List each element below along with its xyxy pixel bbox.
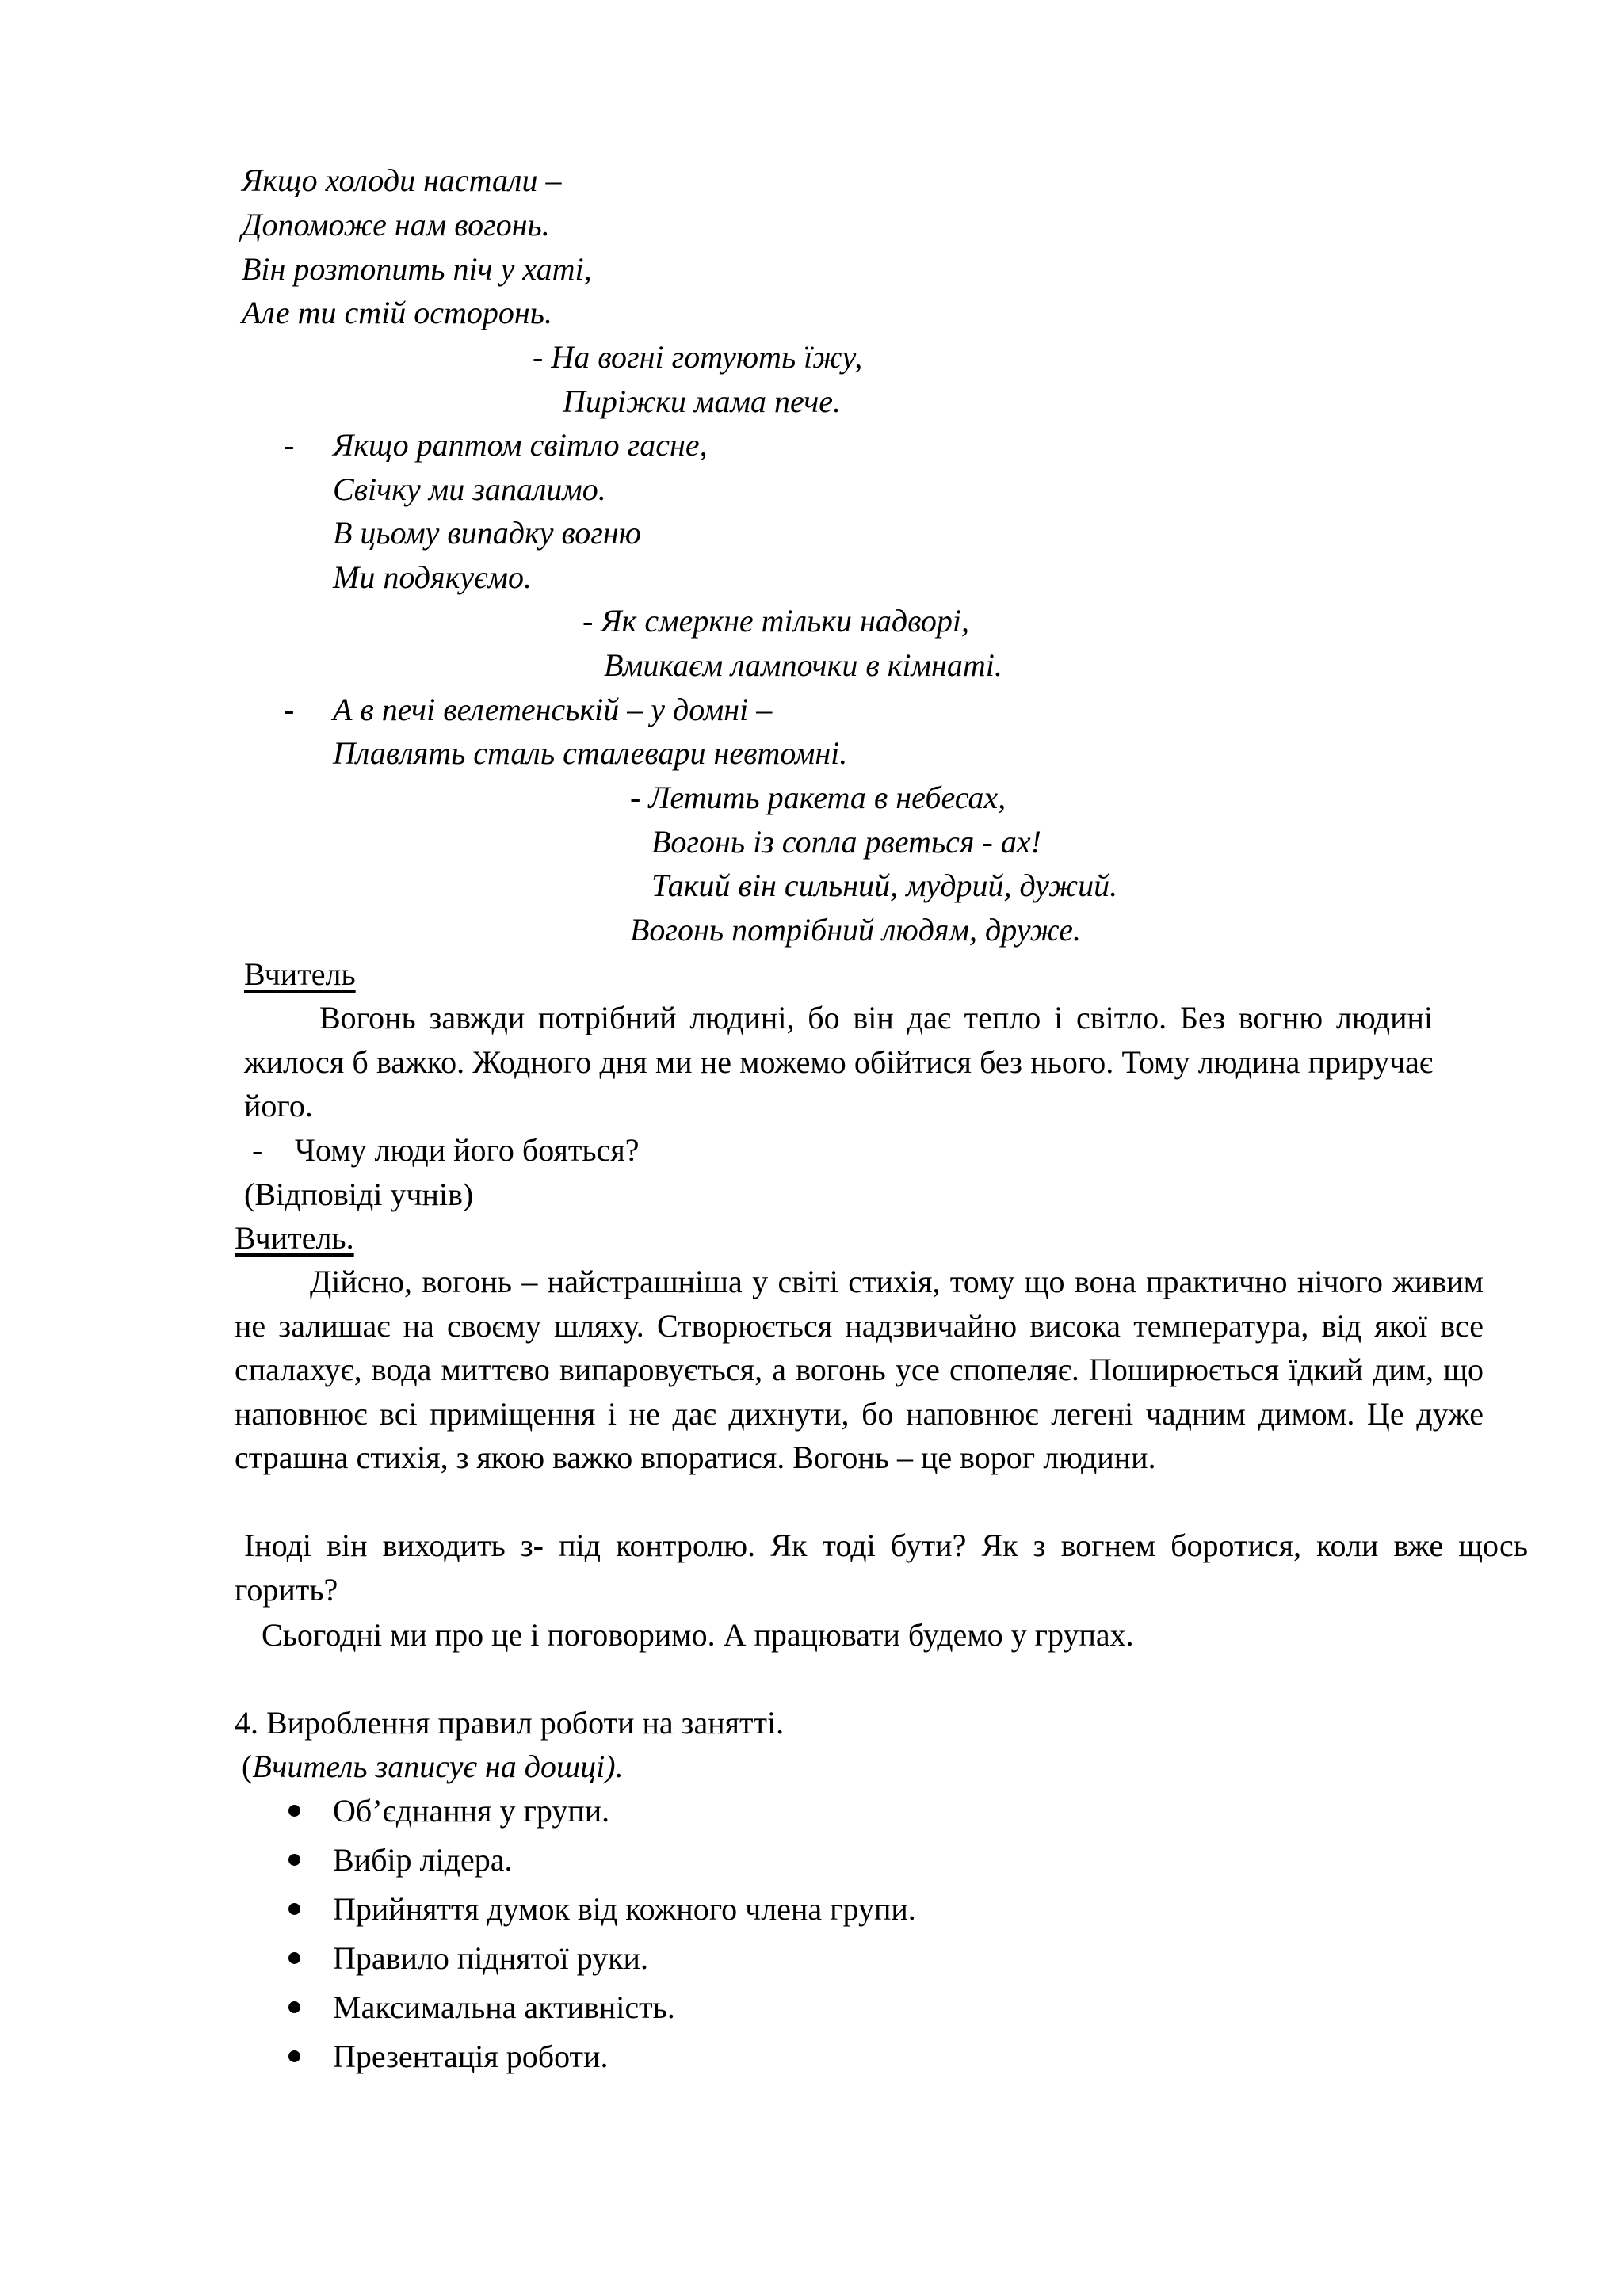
bullet-icon (288, 1952, 300, 1964)
poem-line: Він розтопить піч у хаті, (242, 251, 592, 287)
question-line: Чому люди його бояться? (295, 1132, 640, 1168)
list-item: Максимальна активність. (333, 1989, 675, 2025)
poem-line: Такий він сильний, мудрий, дужий. (651, 868, 1118, 903)
teacher-paragraph (235, 1260, 1484, 1480)
poem-line: Вмикаєм лампочки в кімнаті. (604, 647, 1002, 683)
poem-line: В цьому випадку вогню (333, 515, 641, 551)
poem-line: Якщо холоди настали – (242, 162, 562, 198)
paragraph-text: Вогонь завжди потрібний людині, бо він дає тепло і світло. Без вогню людині жилося б важко. Жодного дня ми не можемо обійтися без нього. Тому людина приручає його. (244, 1000, 1433, 1123)
dash-marker: - (284, 427, 295, 463)
poem-line: - Летить ракета в небесах, (630, 780, 1006, 815)
board-note (242, 1751, 624, 1783)
list-item: Презентація роботи. (333, 2039, 609, 2074)
poem-line: - Як смеркне тільки надворі, (582, 603, 970, 639)
bullet-icon (288, 1854, 300, 1866)
section-heading: 4. Вироблення правил роботи на занятті. (235, 1705, 785, 1741)
poem-line: Допоможе нам вогонь. (242, 207, 550, 242)
poem-line: Але ти стій осторонь. (242, 295, 552, 330)
speaker-label: Вчитель. (235, 1220, 354, 1256)
poem-line: Свічку ми запалимо. (333, 471, 606, 507)
bullet-icon (288, 1903, 300, 1915)
poem-line: Якщо раптом світло гасне, (333, 427, 708, 463)
dash-marker: - (252, 1132, 263, 1168)
bullet-icon (288, 1805, 300, 1817)
bullet-icon (288, 2001, 300, 2013)
list-item: Вибір лідера. (333, 1842, 513, 1878)
poem-line: Вогонь із сопла рветься - ах! (651, 824, 1041, 860)
speaker-label: Вчитель (244, 956, 356, 992)
list-item: Об’єднання у групи. (333, 1793, 610, 1829)
list-item: Прийняття думок від кожного члена групи. (333, 1891, 916, 1927)
poem-line: Плавлять сталь сталевари невтомні. (333, 735, 848, 771)
poem-line: А в печі велетенській – у домні – (333, 692, 773, 727)
poem-line: Вогонь потрібний людям, друже. (630, 912, 1081, 948)
poem-line: Пиріжки мама пече. (563, 383, 842, 419)
note-paren: ( (242, 1749, 253, 1784)
poem-line: Ми подякуємо. (333, 559, 533, 595)
note-text: Вчитель записує на дошці). (252, 1749, 624, 1784)
poem-line: - На вогні готують їжу, (533, 339, 863, 375)
answers-note: (Відповіді учнів) (244, 1177, 474, 1212)
bullet-icon (288, 2050, 300, 2062)
closing-line: Сьогодні ми про це і поговоримо. А працювати будемо у групах. (262, 1617, 1134, 1653)
list-item: Правило піднятої руки. (333, 1940, 648, 1976)
teacher-paragraph (244, 996, 1433, 1128)
paragraph-text: Дійсно, вогонь – найстрашніша у світі стихія, тому що вона практично нічого живим не залишає на своєму шляху. Створюється надзвичайно висока температура, від якої все спалахує, вода миттєво випаровується, а вогонь усе спопеляє. Поширюється їдкий дим, що наповнює всі приміщення і не дає дихнути, бо наповнює легені чадним димом. Це дуже страшна стихія, з якою важко впоратися. Вогонь – це ворог людини. (235, 1264, 1484, 1475)
teacher-paragraph-2 (235, 1524, 1528, 1611)
paragraph-text: Іноді він виходить з- під контролю. Як тоді бути? Як з вогнем боротися, коли вже щось горить? (235, 1527, 1528, 1608)
dash-marker: - (284, 692, 295, 727)
